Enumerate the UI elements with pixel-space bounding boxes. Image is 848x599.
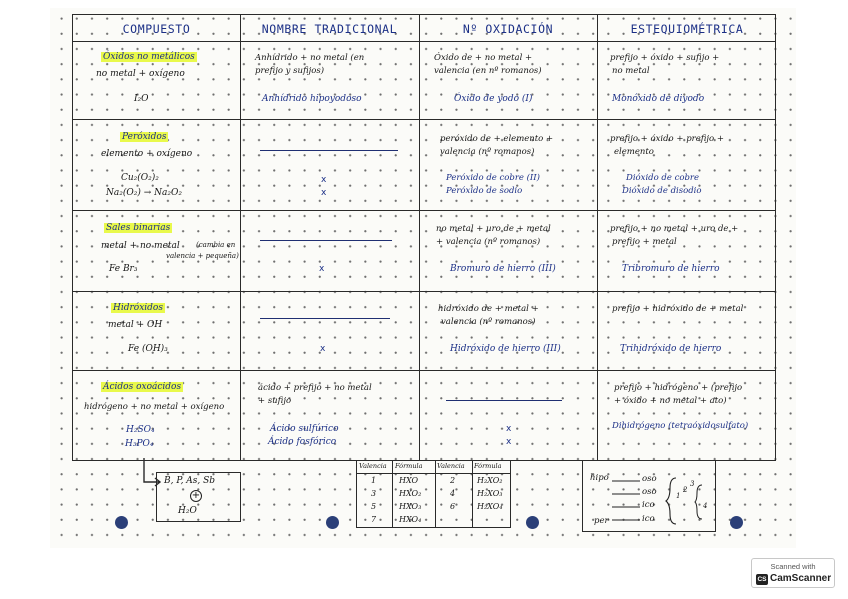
not-applicable-mark: x	[320, 344, 326, 354]
suffix-lines-icon	[612, 474, 644, 524]
not-applicable-mark: x	[319, 264, 325, 274]
table-cell: HXO	[399, 476, 419, 485]
watermark-brand: CamScanner	[770, 573, 832, 584]
row-divider	[73, 210, 775, 211]
column-divider	[597, 15, 598, 460]
table-header: Valencia	[437, 462, 465, 470]
stoich-rule: prefijo + óxido + sufijo +	[610, 53, 720, 63]
blank-line	[260, 318, 390, 319]
suffix-label: ico	[642, 514, 655, 524]
traditional-example: Ácido fosfórico	[268, 437, 337, 447]
table-cell: 7	[371, 515, 377, 524]
row-formula: metal + OH	[108, 320, 163, 330]
row-example: Fe (OH)₃	[128, 344, 168, 354]
table-cell: H₂XO₃	[477, 489, 503, 498]
row-formula: hidrógeno + no metal + oxígeno	[84, 402, 225, 412]
oxidation-rule: + valencia (nº romanos)	[436, 237, 541, 247]
table-header: Valencia	[359, 462, 387, 470]
stoich-rule: + óxido + no metal + ato)	[614, 396, 727, 406]
row-example: H₃PO₄	[125, 439, 154, 449]
valence-number: 2	[683, 486, 688, 494]
column-divider	[472, 461, 473, 527]
watermark-caption: Scanned with	[770, 562, 816, 571]
stoich-rule: prefijo + hidrógeno + (prefijo	[614, 383, 743, 393]
header-nombre-tradicional: NOMBRE TRADICIONAL	[261, 22, 398, 36]
row-example: Fe Br₃	[109, 264, 138, 274]
traditional-example: Ácido sulfúrico	[270, 424, 339, 434]
row-formula: metal + no metal	[101, 241, 180, 251]
row-divider	[73, 41, 775, 42]
stoich-rule: prefijo + hidróxido de + metal	[612, 304, 744, 314]
table-cell: H₂XO₄	[477, 502, 503, 511]
valence-number: 4	[703, 502, 708, 510]
row-title-sales-binarias: Sales binarias	[106, 223, 171, 233]
table-cell: 1	[371, 476, 377, 485]
table-cell: 4	[450, 489, 456, 498]
stoich-example: Dihidrógeno (tetraóxidosulfato)	[612, 421, 749, 431]
suffix-label: oso	[642, 474, 657, 484]
row-divider	[73, 119, 775, 120]
valence-number: 1	[676, 492, 681, 500]
column-divider	[240, 15, 241, 460]
row-title-hidroxidos: Hidróxidos	[113, 303, 163, 313]
row-divider	[73, 291, 775, 292]
not-applicable-mark: x	[321, 175, 327, 185]
table-cell: 5	[371, 502, 377, 511]
oxidation-rule: no metal + uro de + metal	[436, 224, 551, 234]
table-cell: HXO₃	[399, 502, 422, 511]
row-formula: no metal + oxígeno	[96, 69, 185, 79]
stoich-example: Dióxido de disodio	[622, 186, 702, 196]
row-title-acidos-oxoacidos: Ácidos oxoácidos	[103, 382, 182, 392]
valence-number: 3	[690, 480, 695, 488]
row-title-peroxidos: Peróxidos	[122, 132, 167, 142]
note-elements: B, P, As, Sb	[164, 476, 216, 486]
traditional-rule: prefijo y sufijos)	[255, 66, 325, 76]
blank-line	[260, 150, 398, 151]
oxidation-rule: hidróxido de + metal +	[438, 304, 539, 314]
stoich-rule: elemento	[614, 147, 654, 157]
oxidation-example: Óxido de yodo (I)	[454, 94, 533, 104]
suffix-label: ico	[642, 500, 655, 510]
brace-icon	[664, 476, 680, 526]
binder-hole	[730, 516, 743, 529]
row-title-oxidos: Óxidos no metálicos	[103, 52, 195, 62]
table-cell: 6	[450, 502, 456, 511]
row-formula: elemento + oxígeno	[101, 149, 193, 159]
row-divider	[357, 473, 510, 474]
blank-line	[446, 400, 562, 401]
oxidation-rule: peróxido de + elemento +	[440, 134, 554, 144]
table-cell: 3	[371, 489, 377, 498]
table-cell: HXO₂	[399, 489, 422, 498]
prefix-label: hipo	[590, 473, 609, 483]
stoich-rule: prefijo + no metal + uro de +	[610, 224, 739, 234]
suffix-label: oso	[642, 487, 657, 497]
row-divider	[73, 370, 775, 371]
stoich-rule: no metal	[612, 66, 650, 76]
traditional-rule: + sufijo	[258, 396, 292, 406]
row-example: Cu₂(O₂)₂	[121, 173, 159, 183]
header-compuesto: COMPUESTO	[122, 22, 191, 36]
oxidation-example: Peróxido de sodio	[446, 186, 523, 196]
header-estequiometrica: ESTEQUIOMÉTRICA	[630, 22, 744, 36]
brace-icon	[694, 484, 706, 520]
traditional-rule: Anhídrido + no metal (en	[255, 53, 365, 63]
column-divider	[392, 461, 393, 527]
formula-note: (cambia en	[196, 241, 236, 249]
camscanner-logo-icon: CS	[757, 576, 767, 583]
note-water: H₂O	[178, 506, 197, 516]
not-applicable-mark: x	[506, 437, 512, 447]
table-cell: HXO₄	[399, 515, 422, 524]
header-oxidacion: Nº OXIDACIÓN	[462, 22, 554, 36]
oxidation-rule: valencia (nº romanos)	[440, 147, 535, 157]
binder-hole	[526, 516, 539, 529]
oxidation-example: Hidróxido de hierro (III)	[450, 344, 561, 354]
valencia-formula-table	[356, 460, 511, 528]
table-cell: 2	[450, 476, 456, 485]
traditional-rule: ácido + prefijo + no metal	[258, 383, 372, 393]
table-header: Fórmula	[395, 462, 423, 470]
row-example: Na₂(O₂) → Na₂O₂	[106, 188, 182, 198]
stoich-example: Trihidróxido de hierro	[620, 344, 722, 354]
stoich-example: Dióxido de cobre	[626, 173, 700, 183]
stoich-example: Tribromuro de hierro	[622, 264, 720, 274]
oxidation-rule: valencia (en nº romanos)	[434, 66, 542, 76]
column-divider	[419, 15, 420, 460]
prefix-label: per	[594, 516, 609, 526]
row-example: H₂SO₄	[126, 425, 155, 435]
not-applicable-mark: x	[506, 424, 512, 434]
stoich-example: Monóxido de diyodo	[612, 94, 705, 104]
plus-circle-icon: +	[191, 490, 201, 501]
not-applicable-mark: x	[321, 188, 327, 198]
camscanner-watermark	[751, 558, 835, 588]
binder-hole	[115, 516, 128, 529]
row-example: I₂O	[134, 94, 149, 104]
stoich-rule: prefijo + óxido + prefijo +	[610, 134, 724, 144]
oxidation-rule: Óxido de + no metal +	[434, 53, 533, 63]
binder-hole	[326, 516, 339, 529]
blank-line	[260, 240, 392, 241]
table-cell: H₂XO₂	[477, 476, 503, 485]
oxidation-example: Peróxido de cobre (II)	[446, 173, 540, 183]
formula-note: valencia + pequeña)	[166, 252, 239, 260]
oxidation-rule: valencia (nº romanos)	[441, 317, 536, 327]
traditional-example: Anhídrido hipoyodoso	[262, 94, 362, 104]
stoich-rule: prefijo + metal	[612, 237, 677, 247]
table-header: Fórmula	[474, 462, 502, 470]
oxidation-example: Bromuro de hierro (III)	[450, 264, 556, 274]
column-divider	[435, 461, 436, 527]
